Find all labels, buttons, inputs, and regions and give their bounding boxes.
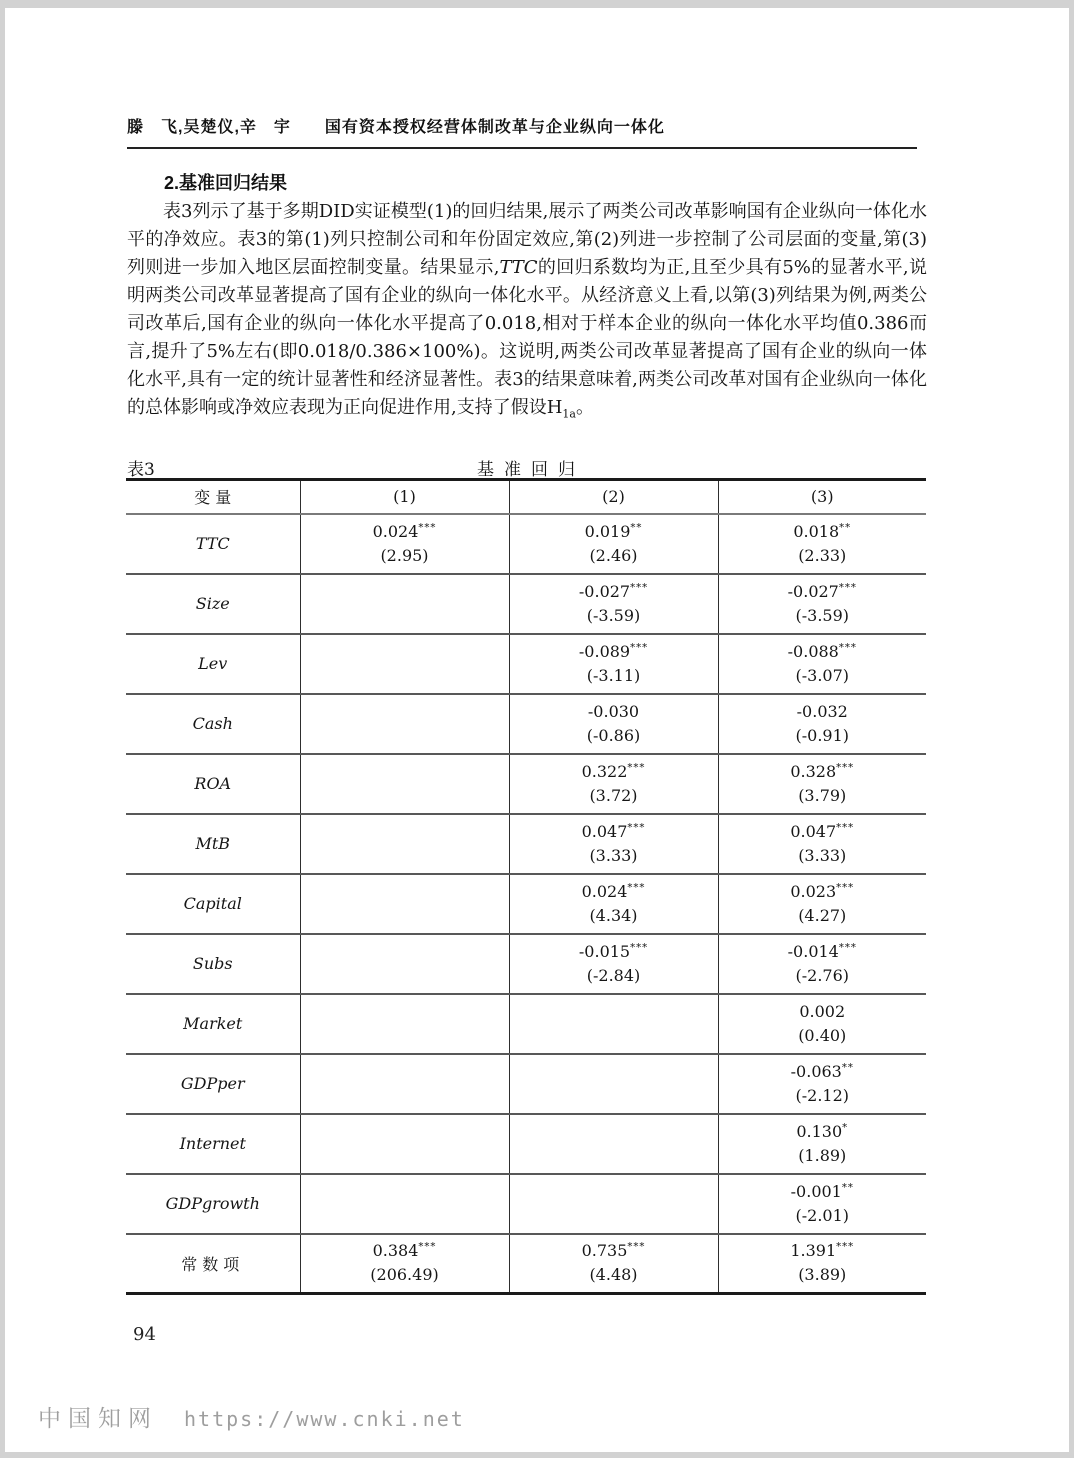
variable-cell <box>126 574 300 634</box>
coef: -0.063 <box>790 1061 842 1081</box>
hypothesis-subscript: 1a <box>562 407 576 421</box>
coefficient-line <box>301 520 509 544</box>
coefficient-line <box>719 820 927 844</box>
variable-name: TTC <box>195 534 230 553</box>
cell <box>718 1234 926 1294</box>
t-stat: (4.48) <box>589 1265 638 1285</box>
cnki-site-name: 中国知网 <box>38 1406 158 1432</box>
variable-name: GDPgrowth <box>165 1194 260 1213</box>
stars: *** <box>627 882 646 894</box>
variable-cell <box>126 754 300 814</box>
variable-name: 常数项 <box>181 1254 245 1274</box>
coef: -0.027 <box>578 581 631 601</box>
stars: ** <box>841 1182 854 1194</box>
coef: -0.015 <box>578 941 631 961</box>
variable-cell <box>126 814 300 874</box>
coef: 0.735 <box>581 1241 628 1261</box>
page-number: 94 <box>133 1324 156 1345</box>
t-stat: (-2.01) <box>795 1205 849 1225</box>
cell <box>509 934 718 994</box>
stars: * <box>842 1122 849 1134</box>
coef: 0.019 <box>584 521 631 541</box>
coef: -0.027 <box>787 581 839 601</box>
coefficient-line <box>719 940 927 964</box>
t-stat: (-2.76) <box>795 965 849 985</box>
t-stat: (-3.11) <box>586 665 641 685</box>
table-row <box>126 1114 926 1174</box>
stars: ** <box>630 522 643 534</box>
cell <box>509 1234 718 1294</box>
t-stat: (206.49) <box>370 1265 439 1285</box>
table-row <box>126 814 926 874</box>
table-row <box>126 694 926 754</box>
coef: 0.024 <box>581 881 628 901</box>
cell <box>300 514 509 574</box>
variable-name: ROA <box>194 774 232 793</box>
cell <box>300 1174 509 1234</box>
column-header-variable: 变量 <box>126 480 300 514</box>
stars: *** <box>836 822 855 834</box>
cell <box>718 514 926 574</box>
coef: 0.130 <box>796 1121 843 1141</box>
coef: -0.030 <box>587 701 640 721</box>
stars: *** <box>627 762 646 774</box>
variable-name: Internet <box>179 1134 246 1153</box>
coefficient-line <box>510 580 718 604</box>
table-row <box>126 574 926 634</box>
table-row <box>126 934 926 994</box>
table-title: 基准回归 <box>477 460 585 480</box>
cell <box>509 1054 718 1114</box>
t-stat: (3.33) <box>589 845 638 865</box>
variable-cell <box>126 1114 300 1174</box>
stars: *** <box>630 942 649 954</box>
coef: 0.002 <box>799 1001 846 1021</box>
running-header: 滕 飞,吴楚仪,辛 宇 国有资本授权经营体制改革与企业纵向一体化 <box>127 119 665 136</box>
coef: 0.023 <box>790 881 837 901</box>
t-stat: (4.27) <box>798 905 847 925</box>
t-stat: (3.33) <box>798 845 847 865</box>
body-paragraph <box>127 198 927 429</box>
header-rule <box>127 147 917 149</box>
coefficient-line <box>719 1000 927 1024</box>
table-row <box>126 1234 926 1294</box>
coef: -0.088 <box>787 641 839 661</box>
stars: ** <box>839 522 852 534</box>
t-stat: (2.95) <box>380 545 429 565</box>
cell <box>718 874 926 934</box>
stars: *** <box>838 942 857 954</box>
paper-page <box>5 8 1069 1452</box>
section-heading: 2.基准回归结果 <box>164 173 288 193</box>
coefficient-line <box>719 760 927 784</box>
cell <box>718 1054 926 1114</box>
ttc-term: TTC <box>499 257 538 278</box>
variable-cell <box>126 994 300 1054</box>
cell <box>300 1114 509 1174</box>
coef: -0.089 <box>578 641 631 661</box>
t-stat: (2.46) <box>589 545 638 565</box>
cell <box>509 574 718 634</box>
coef: 1.391 <box>790 1241 837 1261</box>
table-row <box>126 754 926 814</box>
variable-cell <box>126 1174 300 1234</box>
coefficient-line <box>510 880 718 904</box>
stars: *** <box>627 1241 646 1253</box>
cell <box>509 994 718 1054</box>
t-stat: (-3.07) <box>795 665 849 685</box>
cell <box>718 814 926 874</box>
cell <box>300 574 509 634</box>
coef: 0.384 <box>372 1241 419 1261</box>
variable-cell <box>126 1054 300 1114</box>
stars: *** <box>418 522 437 534</box>
t-stat: (-2.12) <box>795 1085 849 1105</box>
coefficient-line <box>719 700 927 724</box>
coef: 0.047 <box>790 821 837 841</box>
watermark <box>38 1400 465 1433</box>
cell <box>509 814 718 874</box>
variable-name: Lev <box>198 654 228 673</box>
coefficient-line <box>719 1239 927 1263</box>
cell <box>718 754 926 814</box>
t-stat: (-3.59) <box>586 605 641 625</box>
coef: 0.328 <box>790 761 837 781</box>
variable-name: Cash <box>192 714 233 733</box>
coefficient-line <box>510 640 718 664</box>
cell <box>300 874 509 934</box>
stars: *** <box>627 822 646 834</box>
regression-table <box>126 478 926 1295</box>
stars: *** <box>836 1241 855 1253</box>
paragraph-text-1: 表3列示了基于多期DID实证模型(1)的回归结果,展示了两类公司改革影响国有企业纵向一体化水平的净效应。表3的第(1)列只控制公司和年份固定效应,第(2)列进一步控制了公司层面的变量,第(3)列则进一步加入地区层面控制变量。结果显示, <box>127 201 927 278</box>
coef: 0.018 <box>793 521 840 541</box>
cell <box>509 1174 718 1234</box>
coefficient-line <box>510 700 718 724</box>
t-stat: (-0.91) <box>795 725 849 745</box>
t-stat: (-0.86) <box>586 725 641 745</box>
cell <box>300 934 509 994</box>
t-stat: (3.72) <box>589 785 638 805</box>
coef: -0.014 <box>787 941 839 961</box>
coefficient-line <box>510 1239 718 1263</box>
variable-name: Size <box>195 594 230 613</box>
coef: -0.001 <box>790 1181 842 1201</box>
variable-name: Capital <box>183 894 242 913</box>
table-row <box>126 634 926 694</box>
table-row <box>126 514 926 574</box>
paragraph-text-3: 。 <box>575 397 594 418</box>
cell <box>509 874 718 934</box>
variable-name: Market <box>183 1014 243 1033</box>
cell <box>718 994 926 1054</box>
cell <box>718 1114 926 1174</box>
cell <box>718 634 926 694</box>
cell <box>509 694 718 754</box>
coefficient-line <box>719 880 927 904</box>
stars: *** <box>836 762 855 774</box>
paragraph-text-2: 的回归系数均为正,且至少具有5%的显著水平,说明两类公司改革显著提高了国有企业的纵向一体化水平。从经济意义上看,以第(3)列结果为例,两类公司改革后,国有企业的纵向一体化水平提高了0.018,相对于样本企业的纵向一体化水平均值0.386而言,提升了5%左右(即0.018/0.386×100%)。这说明,两类公司改革显著提高了国有企业的纵向一体化水平,具有一定的统计显著性和经济显著性。表3的结果意味着,两类公司改革对国有企业纵向一体化的总体影响或净效应表现为正向促进作用,支持了假设H <box>127 257 927 418</box>
stars: *** <box>630 642 649 654</box>
table-caption <box>126 455 926 479</box>
t-stat: (4.34) <box>589 905 638 925</box>
table-row <box>126 1174 926 1234</box>
table-row <box>126 1054 926 1114</box>
table-label: 表3 <box>127 460 155 480</box>
stars: *** <box>836 882 855 894</box>
cell <box>300 1054 509 1114</box>
cell <box>300 1234 509 1294</box>
coefficient-line <box>719 1120 927 1144</box>
coef: -0.032 <box>796 701 848 721</box>
coef: 0.047 <box>581 821 628 841</box>
t-stat: (0.40) <box>798 1025 847 1045</box>
stars: ** <box>841 1062 854 1074</box>
variable-cell <box>126 1234 300 1294</box>
coefficient-line <box>510 760 718 784</box>
cnki-url: https://www.cnki.net <box>184 1407 465 1431</box>
cell <box>718 1174 926 1234</box>
t-stat: (2.33) <box>798 545 847 565</box>
coefficient-line <box>719 580 927 604</box>
cell <box>509 634 718 694</box>
table-header-row <box>126 480 926 514</box>
stars: *** <box>418 1241 437 1253</box>
stars: *** <box>838 582 857 594</box>
cell <box>509 1114 718 1174</box>
table-row <box>126 994 926 1054</box>
stars: *** <box>630 582 649 594</box>
t-stat: (3.79) <box>798 785 847 805</box>
stars: *** <box>838 642 857 654</box>
t-stat: (-3.59) <box>795 605 849 625</box>
table-row <box>126 874 926 934</box>
variable-name: MtB <box>195 834 231 853</box>
coefficient-line <box>719 1180 927 1204</box>
table-body <box>126 514 926 1294</box>
cell <box>718 934 926 994</box>
cell <box>300 634 509 694</box>
coefficient-line <box>510 820 718 844</box>
cell <box>509 754 718 814</box>
cell <box>718 694 926 754</box>
variable-cell <box>126 634 300 694</box>
coefficient-line <box>719 640 927 664</box>
coef: 0.024 <box>372 521 419 541</box>
t-stat: (-2.84) <box>586 965 641 985</box>
variable-cell <box>126 874 300 934</box>
variable-cell <box>126 514 300 574</box>
cell <box>300 754 509 814</box>
coef: 0.322 <box>581 761 628 781</box>
coefficient-line <box>510 940 718 964</box>
cell <box>300 694 509 754</box>
coefficient-line <box>719 520 927 544</box>
cell <box>718 574 926 634</box>
column-header-1: (1) <box>300 480 509 514</box>
variable-name: Subs <box>192 954 233 973</box>
coefficient-line <box>719 1060 927 1084</box>
coefficient-line <box>301 1239 509 1263</box>
cell <box>300 994 509 1054</box>
variable-cell <box>126 694 300 754</box>
cell <box>300 814 509 874</box>
variable-name: GDPper <box>180 1074 245 1093</box>
coefficient-line <box>510 520 718 544</box>
column-header-3: (3) <box>718 480 926 514</box>
t-stat: (3.89) <box>798 1265 847 1285</box>
t-stat: (1.89) <box>798 1145 847 1165</box>
variable-cell <box>126 934 300 994</box>
cell <box>509 514 718 574</box>
column-header-2: (2) <box>509 480 718 514</box>
